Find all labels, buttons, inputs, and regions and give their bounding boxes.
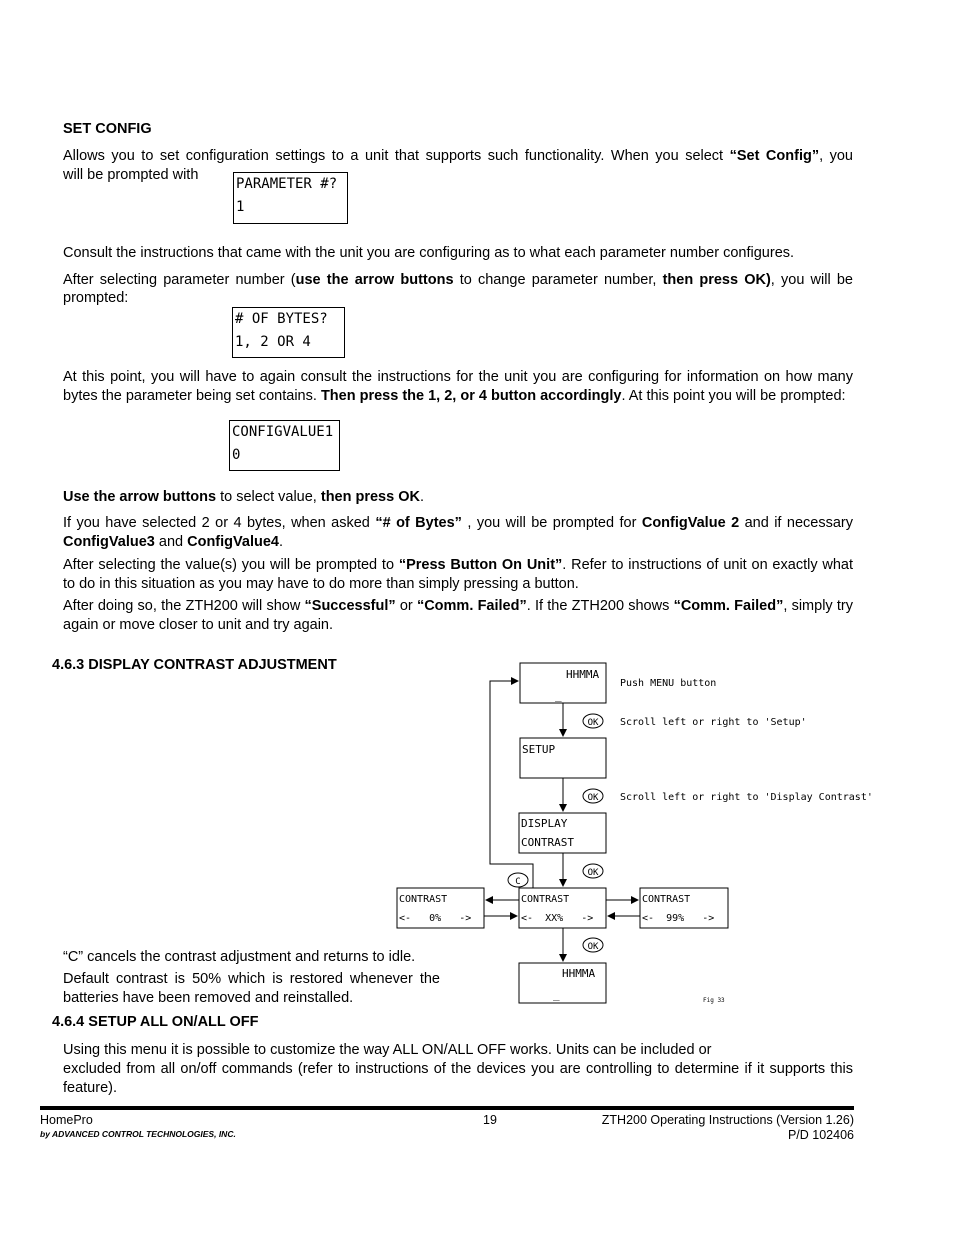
section-heading-contrast: 4.6.3 DISPLAY CONTRAST ADJUSTMENT: [52, 657, 337, 673]
lcd-contrast-cur-l1: CONTRAST: [521, 894, 570, 905]
lcd-contrast-min-l1: CONTRAST: [399, 894, 448, 905]
lcd-box-time-l2: _: [555, 689, 562, 702]
footer-doc-title: ZTH200 Operating Instructions (Version 1.26): [601, 1113, 854, 1127]
paragraph: After selecting the value(s) you will be prompted to “Press Button On Unit”. Refer to instructions of unit on exactly what to do in this situation as you may have to do more than simply pressing a button.: [63, 557, 853, 592]
ok-label: OK: [587, 868, 599, 878]
contrast-note-default: Default contrast is 50% which is restored whenever the batteries have been removed and reinstalled.: [63, 971, 440, 1006]
section-heading-set-config: SET CONFIG: [63, 121, 152, 137]
paragraph: excluded from all on/off commands (refer to instructions of the devices you are controlling to determine if it supports this feature).: [63, 1061, 853, 1096]
paragraph: At this point, you will have to again consult the instructions for the unit you are configuring for information on how many bytes the parameter being set contains. Then press the 1, 2, or 4 button accordingly. At this point you will be prompted:: [63, 369, 853, 404]
lcd-box-final-l1: HHMMA: [562, 967, 596, 980]
figure-label: Fig 33: [703, 997, 725, 1004]
lcd-box-final-l2: _: [553, 988, 560, 1001]
footer-divider: [40, 1106, 854, 1110]
label-scroll-contrast: Scroll left or right to 'Display Contrast': [620, 792, 873, 803]
ok-label: OK: [587, 942, 599, 952]
label-scroll-setup: Scroll left or right to 'Setup': [620, 717, 807, 728]
footer-part-number: P/D 102406: [787, 1128, 854, 1142]
paragraph: Consult the instructions that came with the unit you are configuring as to what each parameter number configures.: [63, 245, 795, 261]
lcd-contrast-max-l2: <- 99% ->: [642, 913, 715, 924]
paragraph-line: prompted:: [63, 290, 129, 306]
lcd-contrast-min-l2: <- 0% ->: [399, 913, 472, 924]
c-label: C: [515, 877, 521, 887]
ok-label: OK: [587, 718, 599, 728]
lcd-contrast-max-l1: CONTRAST: [642, 894, 691, 905]
paragraph: After doing so, the ZTH200 will show “Successful” or “Comm. Failed”. If the ZTH200 shows “Comm. Failed”, simply try again or move closer to unit and try again.: [63, 598, 853, 633]
paragraph: Allows you to set configuration settings to a unit that supports such functionality. When you select “Set Config”, you: [63, 148, 854, 164]
footer-brand: HomePro: [40, 1113, 93, 1127]
lcd-box-display-l2: CONTRAST: [521, 836, 574, 849]
page-number: 19: [483, 1113, 497, 1127]
lcd-box-display-l1: DISPLAY: [521, 817, 568, 830]
contrast-note-cancel: “C” cancels the contrast adjustment and returns to idle.: [63, 949, 416, 965]
lcd-bytes: # OF BYTES? 1, 2 OR 4: [232, 307, 345, 358]
section-heading-setup-all: 4.6.4 SETUP ALL ON/ALL OFF: [52, 1014, 259, 1030]
paragraph-line: will be prompted with: [63, 167, 199, 183]
lcd-contrast-cur-l2: <- XX% ->: [521, 913, 594, 924]
label-push-menu: Push MENU button: [620, 678, 717, 689]
lcd-box-setup-text: SETUP: [522, 743, 556, 756]
lcd-configvalue: CONFIGVALUE1 0: [229, 420, 340, 471]
lcd-box-time-l1: HHMMA: [566, 668, 600, 681]
paragraph: After selecting parameter number (use the arrow buttons to change parameter number, then press OK), you will be: [63, 272, 853, 288]
footer-brand-sub: by ADVANCED CONTROL TECHNOLOGIES, INC.: [40, 1129, 236, 1139]
paragraph: Use the arrow buttons to select value, then press OK.: [63, 489, 424, 505]
paragraph: If you have selected 2 or 4 bytes, when asked “# of Bytes” , you will be prompted for ConfigValue 2 and if necessary ConfigValue3 and ConfigValue4.: [63, 515, 853, 550]
lcd-parameter: PARAMETER #? 1: [233, 172, 348, 224]
paragraph: Using this menu it is possible to customize the way ALL ON/ALL OFF works. Units can be included or: [63, 1042, 712, 1058]
ok-label: OK: [587, 793, 599, 803]
